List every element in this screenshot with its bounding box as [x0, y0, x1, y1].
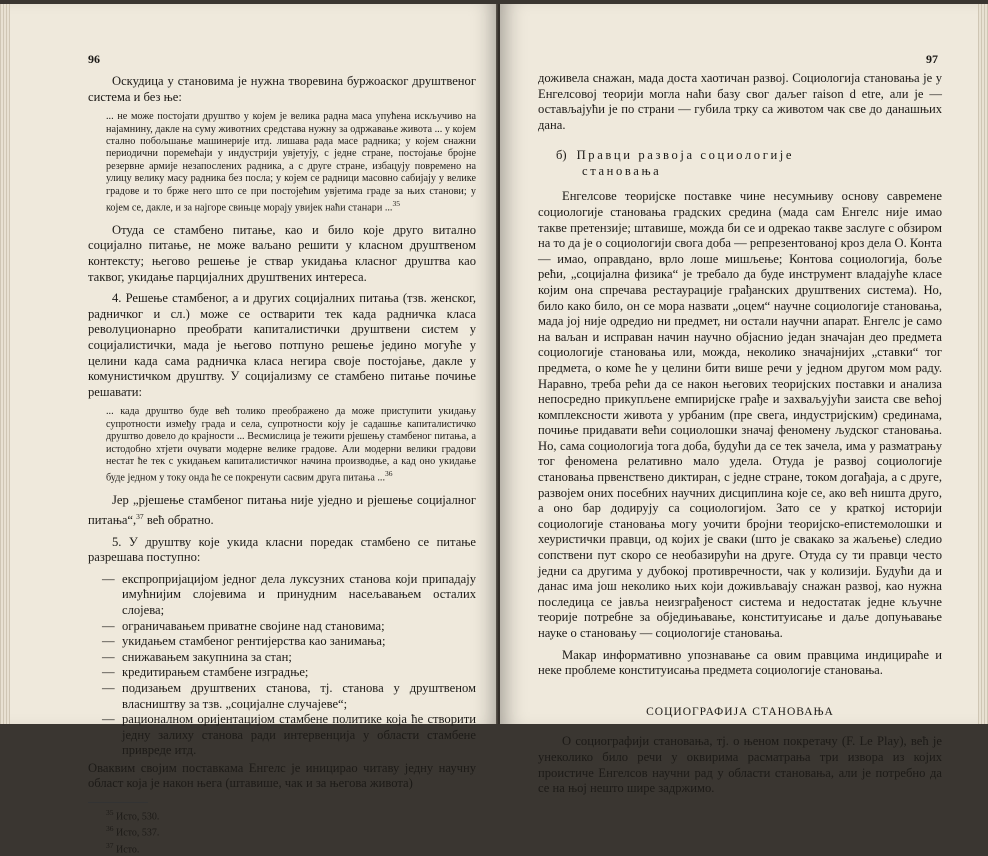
list-item-text: подизањем друштвених станова, тј. станова у друштвеном власништву за тзв. „социјалне случајеве“;	[122, 680, 476, 711]
paragraph: Макар информативно упознавање са овим правцима индицираће и неке проблеме конституисања предмета социологије становања.	[538, 647, 942, 678]
footnote	[106, 823, 476, 839]
right-page	[500, 4, 978, 796]
list-item	[88, 634, 476, 650]
footnote-ref: 36	[385, 469, 393, 479]
block-quote	[106, 406, 476, 485]
page-number: 97	[926, 52, 938, 66]
paragraph: доживела снажан, мада доста хаотичан развој. Социологија становања је у Енгелсовој теорији могла наћи базу свог даљег raison d etre, али је — остављајући је по страни — губила трку са животом чак све до данашњих дана.	[538, 71, 942, 132]
heading-number: б)	[556, 148, 567, 163]
dash-marker: —	[102, 649, 115, 664]
list-item-text: снижавањем закупнина за стан;	[122, 649, 292, 664]
paragraph-text: Јер „рјешење стамбеног питања није уједно и рјешење социјалног питања“,	[88, 493, 476, 527]
footnote-rule	[88, 802, 148, 803]
paragraph: Оваквим својим поставкама Енгелс је иницирао читаву једну научну област која је након њега (штавише, чак и за његова живота)	[88, 760, 476, 791]
footnote-number: 36	[106, 824, 114, 834]
list-item	[88, 665, 476, 681]
footnote-number: 37	[106, 840, 114, 850]
list-item	[88, 572, 476, 619]
page-number: 96	[88, 52, 100, 66]
dash-marker: —	[102, 680, 115, 695]
list-item	[88, 619, 476, 635]
list-item-text: експропријацијом једног дела луксузних станова који припадају имућнијим слојевима и принудним насељавањем осталих слојева;	[122, 571, 476, 617]
dash-marker: —	[102, 665, 115, 680]
footnote-ref: 35	[392, 199, 400, 209]
list-item	[88, 712, 476, 759]
block-quote	[106, 111, 476, 215]
dash-marker: —	[102, 712, 115, 727]
quote-text: ... не може постојати друштво у којем је велика радна маса упућена искључиво на најамнину, дакле на суму животних средстава нужну за одржавање живота ... у којем стално побољшање машинерије итд. лишава рада масе радника; у којем снажни периодични поремећаји у индустрији увјетују, с једне стране, постојање бројне резервне армије незапослених радника, а с друге стране, избацују повремено на улицу велику масу радника без посла; у којем се радници масовно сабијају у велике градове и то брже него што се при постојећим увјетима граде за њих станови; у којем се, дакле, и за најгоре свињце морају увијек наћи станари ...	[106, 111, 476, 214]
section-heading	[556, 147, 942, 179]
paragraph-text: већ обратно.	[143, 512, 214, 527]
dash-marker: —	[102, 634, 115, 649]
list-item	[88, 650, 476, 666]
footnote-text: Исто.	[116, 844, 140, 856]
list-item	[88, 681, 476, 712]
footnote	[106, 840, 476, 856]
paragraph: 4. Решење стамбеног, а и других социјалних питања (тзв. женског, радничког и сл.) може се остварити тек када радничка класа револуционарно преобрати капиталистички друштвени систем у социјалистички, мада је његово потпуно решење једино могуће у целини када сама радничка класа негира своје постојање, дакле у комунистичком друштву. У социјализму се стамбено питање почиње решавати:	[88, 291, 476, 399]
list-item-text: кредитирањем стамбене изградње;	[122, 665, 309, 680]
dash-marker: —	[102, 618, 115, 633]
quote-text: ... када друштво буде већ толико преображено да може приступити укидању супротности између града и села, супротности коју је садашње капиталистичко друштво довело до крајности ... Весмислица је тежити рјешењу стамбеног питања, а истодобно хтјети очувати модерне велике градове. Али модерни велики градови нестат ће тек с укидањем капиталистичког начина производње, а кад оно укидање буде једном у току онда ће се покренути сасвим друга питања ...	[106, 406, 476, 484]
paragraph: 5. У друштву које укида класни поредак стамбено се питање разрешава поступно:	[88, 534, 476, 565]
section-title: СОЦИОГРАФИЈА СТАНОВАЊА	[646, 705, 834, 718]
footnote-number: 35	[106, 808, 114, 818]
footnote-text: Исто, 537.	[116, 827, 160, 839]
paragraph: О социографији становања, тј. о њеном покретачу (F. Le Play), већ је унеколико било речи у оквирима расматрања три извора из којих проистиче Енгелсов научни рад у области становања, али је потребно да се на њој нешто шире задржимо.	[538, 734, 942, 796]
heading-line-2: становања	[582, 164, 662, 179]
footnote-ref: 37	[136, 511, 144, 521]
paragraph	[88, 493, 476, 528]
heading-line-1: Правци развоја социологије	[576, 148, 795, 163]
footnote	[106, 807, 476, 823]
paragraph: Оскудица у становима је нужна творевина буржоаског друштвеног система и без ње:	[88, 74, 476, 104]
left-page	[10, 4, 498, 856]
left-page-text	[88, 74, 476, 856]
list-item-text: рационалном оријентацијом стамбене политике која ће створити једну залиху станова ради интервенција у области стамбене привреде итд.	[122, 712, 476, 758]
dash-marker: —	[102, 571, 115, 586]
list-item-text: ограничавањем приватне својине над становима;	[122, 618, 385, 633]
list-item-text: укидањем стамбеног рентијерства као занимања;	[122, 634, 386, 649]
paragraph: Енгелсове теоријске поставке чине несумњиву основу савремене социологије становања градских средина (мада сам Енгелс није имао такве претензије; штавише, можда би се и одрекао такве заслуге с обзиром на то да је о социологији свога доба — репрезентованој кроз дела О. Конта — имао, оправдано, врло лоше мишљење; Контова социологија, боље рећи, „социјална физика“ је требало да буде инструмент владајуће класе којим она спречава рестаурације грађанских друштвених система). Но, било како било, он се мора назвати „оцем“ научне социологије становања, мада јој није одредио ни предмет, ни остали научни апарат. Енгелс је само на ваљан и исправан начин научно објаснио један значајан део предмета социологије становања или, можда, неколико значајнијих „ставки“ тог предмета, о коме ће у целини бити више речи у једном другом мом раду. Наравно, треба рећи да се након његових теоријских поставки и анализа непосредно прикупљене емпиријске грађе и захваљујући заиста све већој комплексности живота у урбаним (пре свега, индустријским) срединама, почиње придавати већи социолошки значај феномену људског становања. Но, сама социологија тога доба, будући да се тек зачела, има у разматрању тог феномена релативно мало удела. Отуда је развој социологије становања првенствено диктиран, с једне стране, током догађаја, а с друге, развојем оних посебних научних дисциплина које се, ако већ ништа друго, а оно бар додирују са социологијом. Зато се у краткој историји социологије становања могу уочити бројни теоријско-епистемолошки и хеуристички правци, од којих је сваки (што је свакако за жаљење) следио сопствени пут скоро се необазирући на друге. Отуда су ти правци често једни са другима у дубокој противречности, чак у колизији. Будући да и данас има још неколико њих који доживљавају снажан развој, као нужна последица се јавља неизграђеност система и недостатак једне кључне теорије потребне за обједињавање, конституисање и даље допуњавање науке о становању — социологије становања.	[538, 189, 942, 640]
footnote-text: Исто, 530.	[116, 811, 160, 823]
right-page-text	[538, 71, 942, 803]
paragraph: Отуда се стамбено питање, као и било које друго витално социјално питање, не може ваљано решити у класном друштвеном контексту; његово решење је ствар укидања класног друштва као таквог, укидање парцијалних друштвених интереса.	[88, 222, 476, 284]
dash-list	[88, 572, 476, 759]
